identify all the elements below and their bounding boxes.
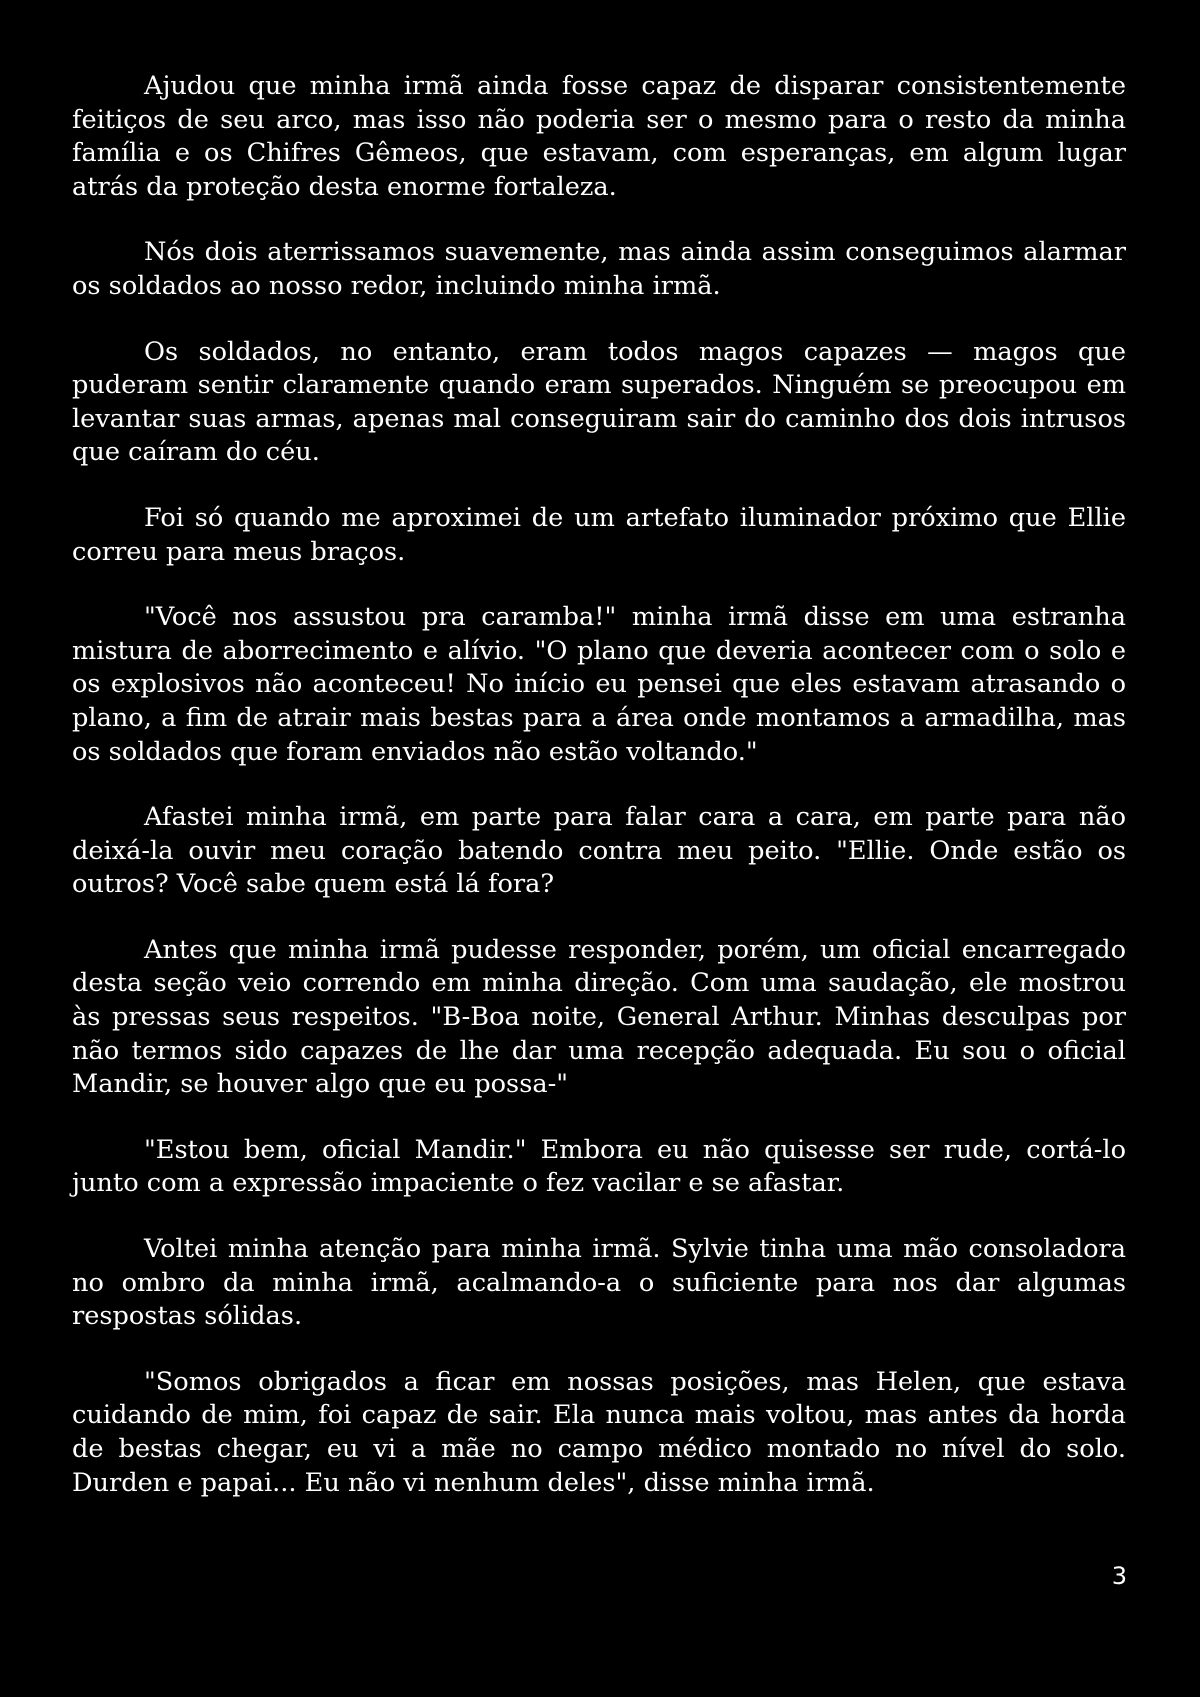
paragraph-10: "Somos obrigados a ficar em nossas posições, mas Helen, que estava cuidando de mim, foi capaz de sair. Ela nunca mais voltou, mas antes da horda de bestas chegar, eu vi a mãe no campo médico montado no nível do solo. Durden e papai... Eu não vi nenhum deles", disse minha irmã. [72,1366,1126,1498]
page-number: 3 [1111,1562,1127,1590]
paragraph-6: Afastei minha irmã, em parte para falar cara a cara, em parte para não deixá-la ouvir meu coração batendo contra meu peito. "Ellie. Onde estão os outros? Você sabe quem está lá fora? [72,802,1126,900]
paragraph-2: Nós dois aterrissamos suavemente, mas ainda assim conseguimos alarmar os soldados ao nosso redor, incluindo minha irmã. [72,237,1126,301]
document-body [72,70,1126,1532]
paragraph-9: Voltei minha atenção para minha irmã. Sylvie tinha uma mão consoladora no ombro da minha irmã, acalmando-a o suficiente para nos dar algumas respostas sólidas. [72,1234,1126,1332]
paragraph-3: Os soldados, no entanto, eram todos magos capazes — magos que puderam sentir claramente quando eram superados. Ninguém se preocupou em levantar suas armas, apenas mal conseguiram sair do caminho dos dois intrusos que caíram do céu. [72,336,1126,468]
paragraph-7: Antes que minha irmã pudesse responder, porém, um oficial encarregado desta seção veio correndo em minha direção. Com uma saudação, ele mostrou às pressas seus respeitos. "B-Boa noite, General Arthur. Minhas desculpas por não termos sido capazes de lhe dar uma recepção adequada. Eu sou o oficial Mandir, se houver algo que eu possa-" [72,934,1126,1100]
paragraph-1: Ajudou que minha irmã ainda fosse capaz de disparar consistentemente feitiços de seu arco, mas isso não poderia ser o mesmo para o resto da minha família e os Chifres Gêmeos, que estavam, com esperanças, em algum lugar atrás da proteção desta enorme fortaleza. [72,71,1126,202]
paragraph-5: "Você nos assustou pra caramba!" minha irmã disse em uma estranha mistura de aborrecimento e alívio. "O plano que deveria acontecer com o solo e os explosivos não aconteceu! No início eu pensei que eles estavam atrasando o plano, a fim de atrair mais bestas para a área onde montamos a armadilha, mas os soldados que foram enviados não estão voltando." [72,602,1126,767]
paragraph-8: "Estou bem, oficial Mandir." Embora eu não quisesse ser rude, cortá-lo junto com a expressão impaciente o fez vacilar e se afastar. [72,1134,1126,1199]
paragraph-4: Foi só quando me aproximei de um artefato iluminador próximo que Ellie correu para meus braços. [72,502,1126,567]
